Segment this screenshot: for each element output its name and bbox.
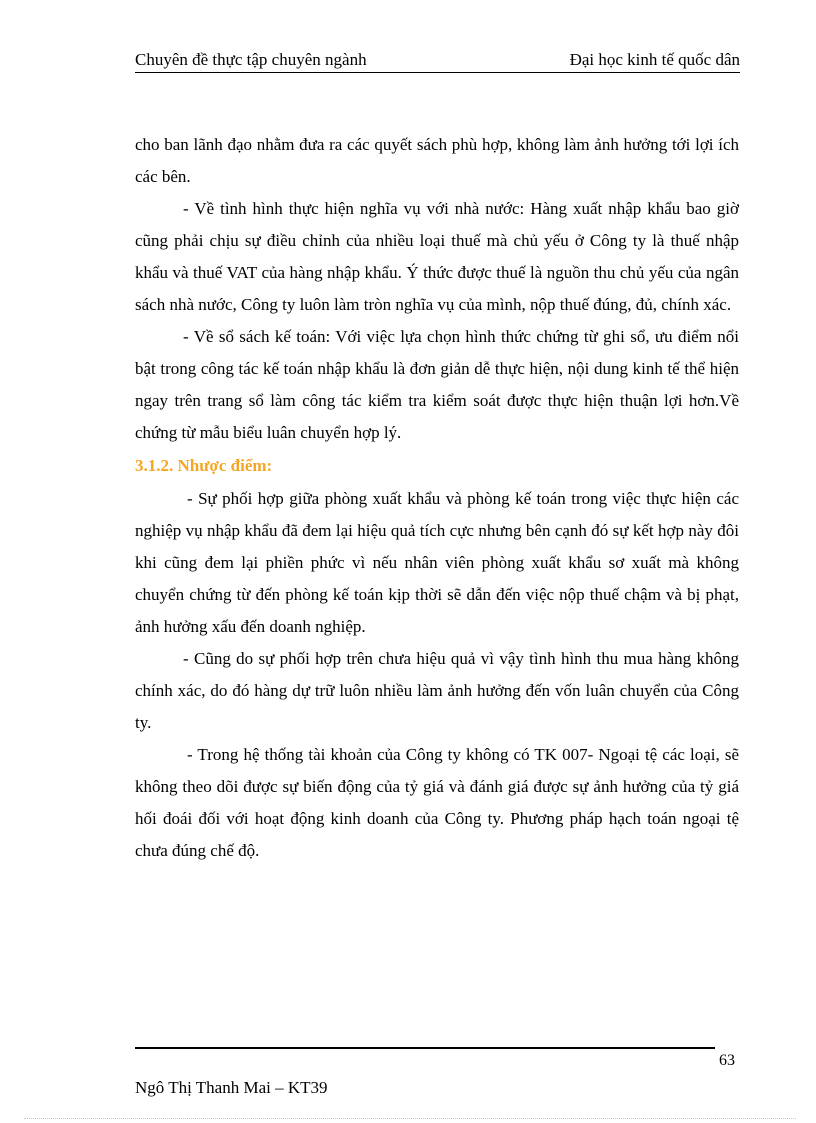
paragraph-accounting-books: - Về sổ sách kế toán: Với việc lựa chọn hình thức chứng từ ghi sổ, ưu điểm nổi bật trong công tác kế toán nhập khẩu là đơn giản dễ thực hiện, nội dung kinh tế thể hiện ngay trên trang sổ làm công tác kiểm tra kiểm soát được thực hiện thuận lợi hơn.Về chứng từ mẫu biểu luân chuyển hợp lý.	[135, 327, 739, 442]
paragraph-tax-obligation: - Về tình hình thực hiện nghĩa vụ với nhà nước: Hàng xuất nhập khẩu bao giờ cũng phải chịu sự điều chỉnh của nhiều loại thuế mà chủ yếu ở Công ty là thuế nhập khẩu và thuế VAT của hàng nhập khẩu. Ý thức được thuế là nguồn thu chủ yếu của ngân sách nhà nước, Công ty luôn làm tròn nghĩa vụ của mình, nộp thuế đúng, đủ, chính xác.	[135, 199, 739, 314]
section-heading-disadvantages: 3.1.2. Nhược điểm:	[135, 456, 273, 475]
paragraph-purchasing: - Cũng do sự phối hợp trên chưa hiệu quả vì vậy tình hình thu mua hàng không chính xác, do đó hàng dự trữ luôn nhiều làm ảnh hưởng đến vốn luân chuyển của Công ty.	[135, 649, 739, 732]
document-body	[135, 129, 739, 867]
page-number: 63	[719, 1052, 735, 1069]
footer-divider	[135, 1047, 715, 1049]
header-university: Đại học kinh tế quốc dân	[569, 50, 740, 69]
page-header	[135, 48, 740, 73]
page-bottom-edge	[24, 1118, 796, 1119]
footer-author: Ngô Thị Thanh Mai – KT39	[135, 1078, 328, 1097]
header-course-title: Chuyên đề thực tập chuyên ngành	[135, 50, 367, 69]
paragraph-continuation: cho ban lãnh đạo nhằm đưa ra các quyết sách phù hợp, không làm ảnh hưởng tới lợi ích các bên.	[135, 135, 739, 186]
paragraph-coordination: - Sự phối hợp giữa phòng xuất khẩu và phòng kế toán trong việc thực hiện các nghiệp vụ nhập khẩu đã đem lại hiệu quả tích cực nhưng bên cạnh đó sự kết hợp này đôi khi cũng đem lại phiền phức vì nếu nhân viên phòng xuất khẩu sơ xuất mà không chuyển chứng từ đến phòng kế toán kịp thời sẽ dẫn đến việc nộp thuế chậm và bị phạt, ảnh hưởng xấu đến doanh nghiệp.	[135, 489, 739, 636]
paragraph-foreign-currency: - Trong hệ thống tài khoản của Công ty không có TK 007- Ngoại tệ các loại, sẽ không theo dõi được sự biến động của tỷ giá và đánh giá được sự ảnh hưởng của tỷ giá hối đoái đối với hoạt động kinh doanh của Công ty. Phương pháp hạch toán ngoại tệ chưa đúng chế độ.	[135, 745, 739, 860]
